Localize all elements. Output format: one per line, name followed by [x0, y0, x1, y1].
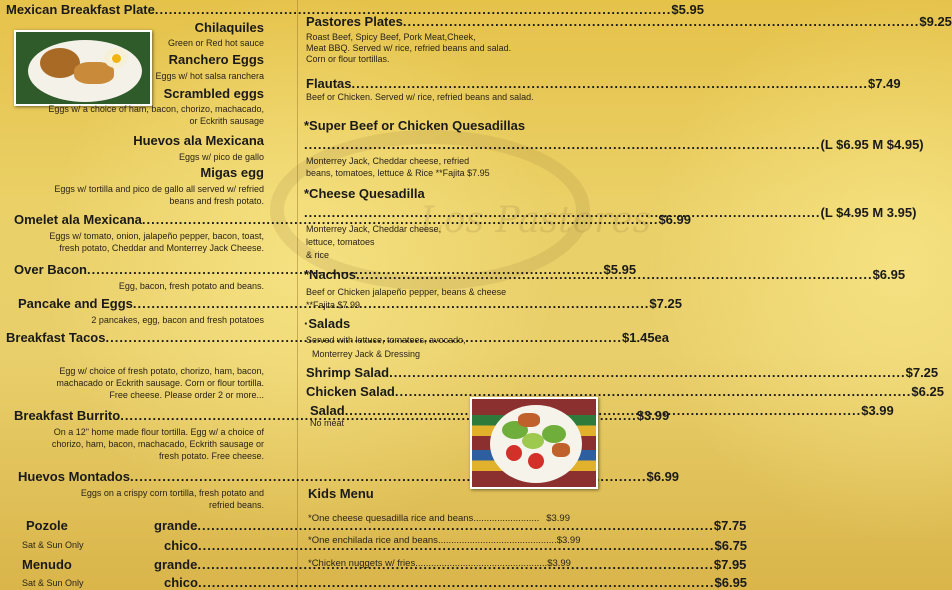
kids-item-3-price: $3.99: [547, 558, 571, 569]
omelet-price: $6.99: [658, 212, 691, 227]
migas-egg-desc-2: beans and fresh potato.: [169, 196, 264, 206]
pozole-grande-label: grande: [154, 518, 198, 533]
chicken-salad-title: Chicken Salad: [306, 384, 395, 399]
breakfast-burrito-price: $3.99: [636, 408, 670, 423]
omelet-row: [14, 212, 691, 227]
column-divider: [297, 0, 298, 590]
pastores-desc-1: Roast Beef, Spicy Beef, Pork Meat,Cheek,: [306, 32, 476, 42]
menudo-note: Sat & Sun Only: [22, 578, 84, 588]
breakfast-tacos-price: $1.45ea: [622, 330, 670, 345]
chicken-salad-price: $6.25: [911, 384, 944, 399]
nachos-desc-2: **Fajita $7.99: [306, 300, 361, 310]
menudo-chico-label: chico: [164, 575, 198, 590]
migas-egg-desc-1: Eggs w/ tortilla and pico de gallo all served w/ refried: [54, 184, 264, 194]
breakfast-tacos-desc-3: Free cheese. Please order 2 or more...: [109, 390, 264, 400]
pozole-grande-price: $7.75: [713, 518, 747, 533]
cheese-quesadilla-price: (L $4.95 M 3.95): [820, 205, 917, 220]
breakfast-burrito-desc-2: chorizo, ham, bacon, machacado, Eckrith sausage or: [51, 439, 264, 449]
pastores-desc-3: Corn or flour tortillas.: [306, 54, 390, 64]
menudo-chico-price: $6.95: [714, 575, 748, 590]
salad-plate-photo: [470, 397, 598, 489]
kids-item-3-label: *Chicken nuggets w/ fries: [308, 558, 416, 569]
watermark-text: Los Pastores: [420, 200, 652, 241]
omelet-desc-2: fresh potato, Cheddar and Monterrey Jack Cheese.: [59, 243, 264, 253]
pastores-desc-2: Meat BBQ. Served w/ rice, refried beans and salad.: [306, 43, 512, 53]
huevos-montados-desc-1: Eggs on a crispy corn tortilla, fresh potato and: [80, 488, 264, 498]
migas-egg-title: Migas egg: [200, 165, 264, 180]
scrambled-eggs-desc-2: or Eckrith sausage: [189, 116, 264, 126]
pancake-desc: 2 pancakes, egg, bacon and fresh potatoes: [91, 315, 264, 325]
huevos-mexicana-desc: Eggs w/ pico de gallo: [178, 152, 264, 162]
salad-title: Salad: [310, 403, 345, 418]
breakfast-burrito-desc-1: On a 12" home made flour tortilla. Egg w/ a choice of: [53, 427, 264, 437]
chicken-salad-row: [306, 384, 944, 399]
mexican-breakfast-plate-row: [6, 2, 704, 17]
pozole-chico-label: chico: [164, 538, 198, 553]
nachos-price: $6.95: [872, 267, 906, 282]
shrimp-salad-row: [306, 365, 939, 380]
salad-note: No meat: [310, 418, 345, 428]
huevos-montados-title: Huevos Montados: [18, 469, 130, 484]
scrambled-eggs-title: Scrambled eggs: [163, 86, 264, 101]
scrambled-eggs-desc-1: Eggs w/ a choice of ham, bacon, chorizo, machacado,: [48, 104, 264, 114]
breakfast-tacos-desc-1: Egg w/ choice of fresh potato, chorizo, ham, bacon,: [59, 366, 264, 376]
nachos-desc-1: Beef or Chicken jalapeño pepper, beans & cheese: [306, 287, 507, 297]
breakfast-burrito-title: Breakfast Burrito: [14, 408, 121, 423]
breakfast-tacos-title: Breakfast Tacos: [6, 330, 106, 345]
salad-price: $3.99: [861, 403, 894, 418]
huevos-montados-row: [18, 469, 680, 484]
super-quesadillas-desc-2: beans, tomatoes, lettuce & Rice **Fajita $7.95: [306, 168, 490, 178]
huevos-mexicana-title: Huevos ala Mexicana: [133, 133, 264, 148]
breakfast-plate-photo: [14, 30, 152, 106]
flautas-title: Flautas: [306, 76, 352, 91]
menudo-grande-price: $7.95: [713, 557, 747, 572]
salad-row: [310, 403, 894, 418]
kids-menu-title: Kids Menu: [308, 486, 374, 501]
menudo-chico-row: [164, 575, 748, 590]
kids-item-1-label: *One cheese quesadilla rice and beans: [308, 513, 474, 524]
salads-desc-2: Monterrey Jack & Dressing: [312, 349, 421, 359]
super-quesadillas-title: *Super Beef or Chicken Quesadillas: [304, 118, 526, 133]
pastores-plates-price: $9.25: [919, 14, 952, 29]
ranchero-eggs-desc: Eggs w/ hot salsa ranchera: [155, 71, 264, 81]
kids-item-2-price: $3.99: [556, 535, 581, 546]
over-bacon-desc: Egg, bacon, fresh potato and beans.: [118, 281, 264, 291]
pastores-plates-row: [306, 14, 952, 29]
salads-desc-1: Served with lettuce, tomatoes, avocado,: [306, 335, 466, 345]
huevos-montados-price: $6.99: [646, 469, 680, 484]
menudo-grande-label: grande: [154, 557, 198, 572]
kids-item-3: *Chicken nuggets w/ fries .................................................. $3.99: [308, 558, 571, 569]
over-bacon-price: $5.95: [603, 262, 637, 277]
flautas-price: $7.49: [868, 76, 901, 91]
kids-item-2: *One enchilada rice and beans ............................................. $3.99: [308, 535, 581, 546]
chilaquiles-title: Chilaquiles: [194, 20, 264, 35]
cheese-quesadilla-desc-2: lettuce, tomatoes: [306, 237, 375, 247]
chilaquiles-desc: Green or Red hot sauce: [167, 38, 264, 48]
huevos-montados-desc-2: refried beans.: [208, 500, 264, 510]
super-quesadillas-price-row: [304, 137, 924, 152]
omelet-title: Omelet ala Mexicana: [14, 212, 142, 227]
pastores-plates-title: Pastores Plates: [306, 14, 403, 29]
shrimp-salad-title: Shrimp Salad: [306, 365, 390, 380]
super-quesadillas-desc-1: Monterrey Jack, Cheddar cheese, refried: [306, 156, 470, 166]
omelet-desc-1: Eggs w/ tomato, onion, jalapeño pepper, bacon, toast,: [49, 231, 264, 241]
ranchero-eggs-title: Ranchero Eggs: [168, 52, 264, 67]
kids-item-1: *One cheese quesadilla rice and beans ......................... $3.99: [308, 513, 570, 524]
pozole-note: Sat & Sun Only: [22, 540, 84, 550]
cheese-quesadilla-desc-1: Monterrey Jack, Cheddar cheese,: [306, 224, 442, 234]
flautas-row: [306, 76, 901, 91]
flautas-desc: Beef or Chicken. Served w/ rice, refried beans and salad.: [306, 92, 534, 102]
shrimp-salad-price: $7.25: [905, 365, 939, 380]
nachos-title: *Nachos: [304, 267, 357, 282]
kids-item-1-price: $3.99: [546, 513, 570, 524]
mexican-breakfast-plate-title: Mexican Breakfast Plate: [6, 2, 155, 17]
breakfast-tacos-desc-2: machacado or Eckrith sausage. Corn or flour tortilla.: [56, 378, 264, 388]
pancake-price: $7.25: [649, 296, 682, 311]
pancake-title: Pancake and Eggs: [18, 296, 133, 311]
kids-item-2-label: *One enchilada rice and beans: [308, 535, 438, 546]
breakfast-burrito-desc-3: fresh potato. Free cheese.: [158, 451, 264, 461]
pozole-chico-price: $6.75: [714, 538, 748, 553]
pozole-title: Pozole: [26, 518, 68, 533]
cheese-quesadilla-title: *Cheese Quesadilla: [304, 186, 425, 201]
over-bacon-title: Over Bacon: [14, 262, 87, 277]
mexican-breakfast-plate-price: $5.95: [671, 2, 704, 17]
menudo-title: Menudo: [22, 557, 72, 572]
super-quesadillas-price: (L $6.95 M $4.95): [820, 137, 924, 152]
salads-title: ·Salads: [304, 316, 351, 331]
cheese-quesadilla-desc-3: & rice: [306, 250, 330, 260]
